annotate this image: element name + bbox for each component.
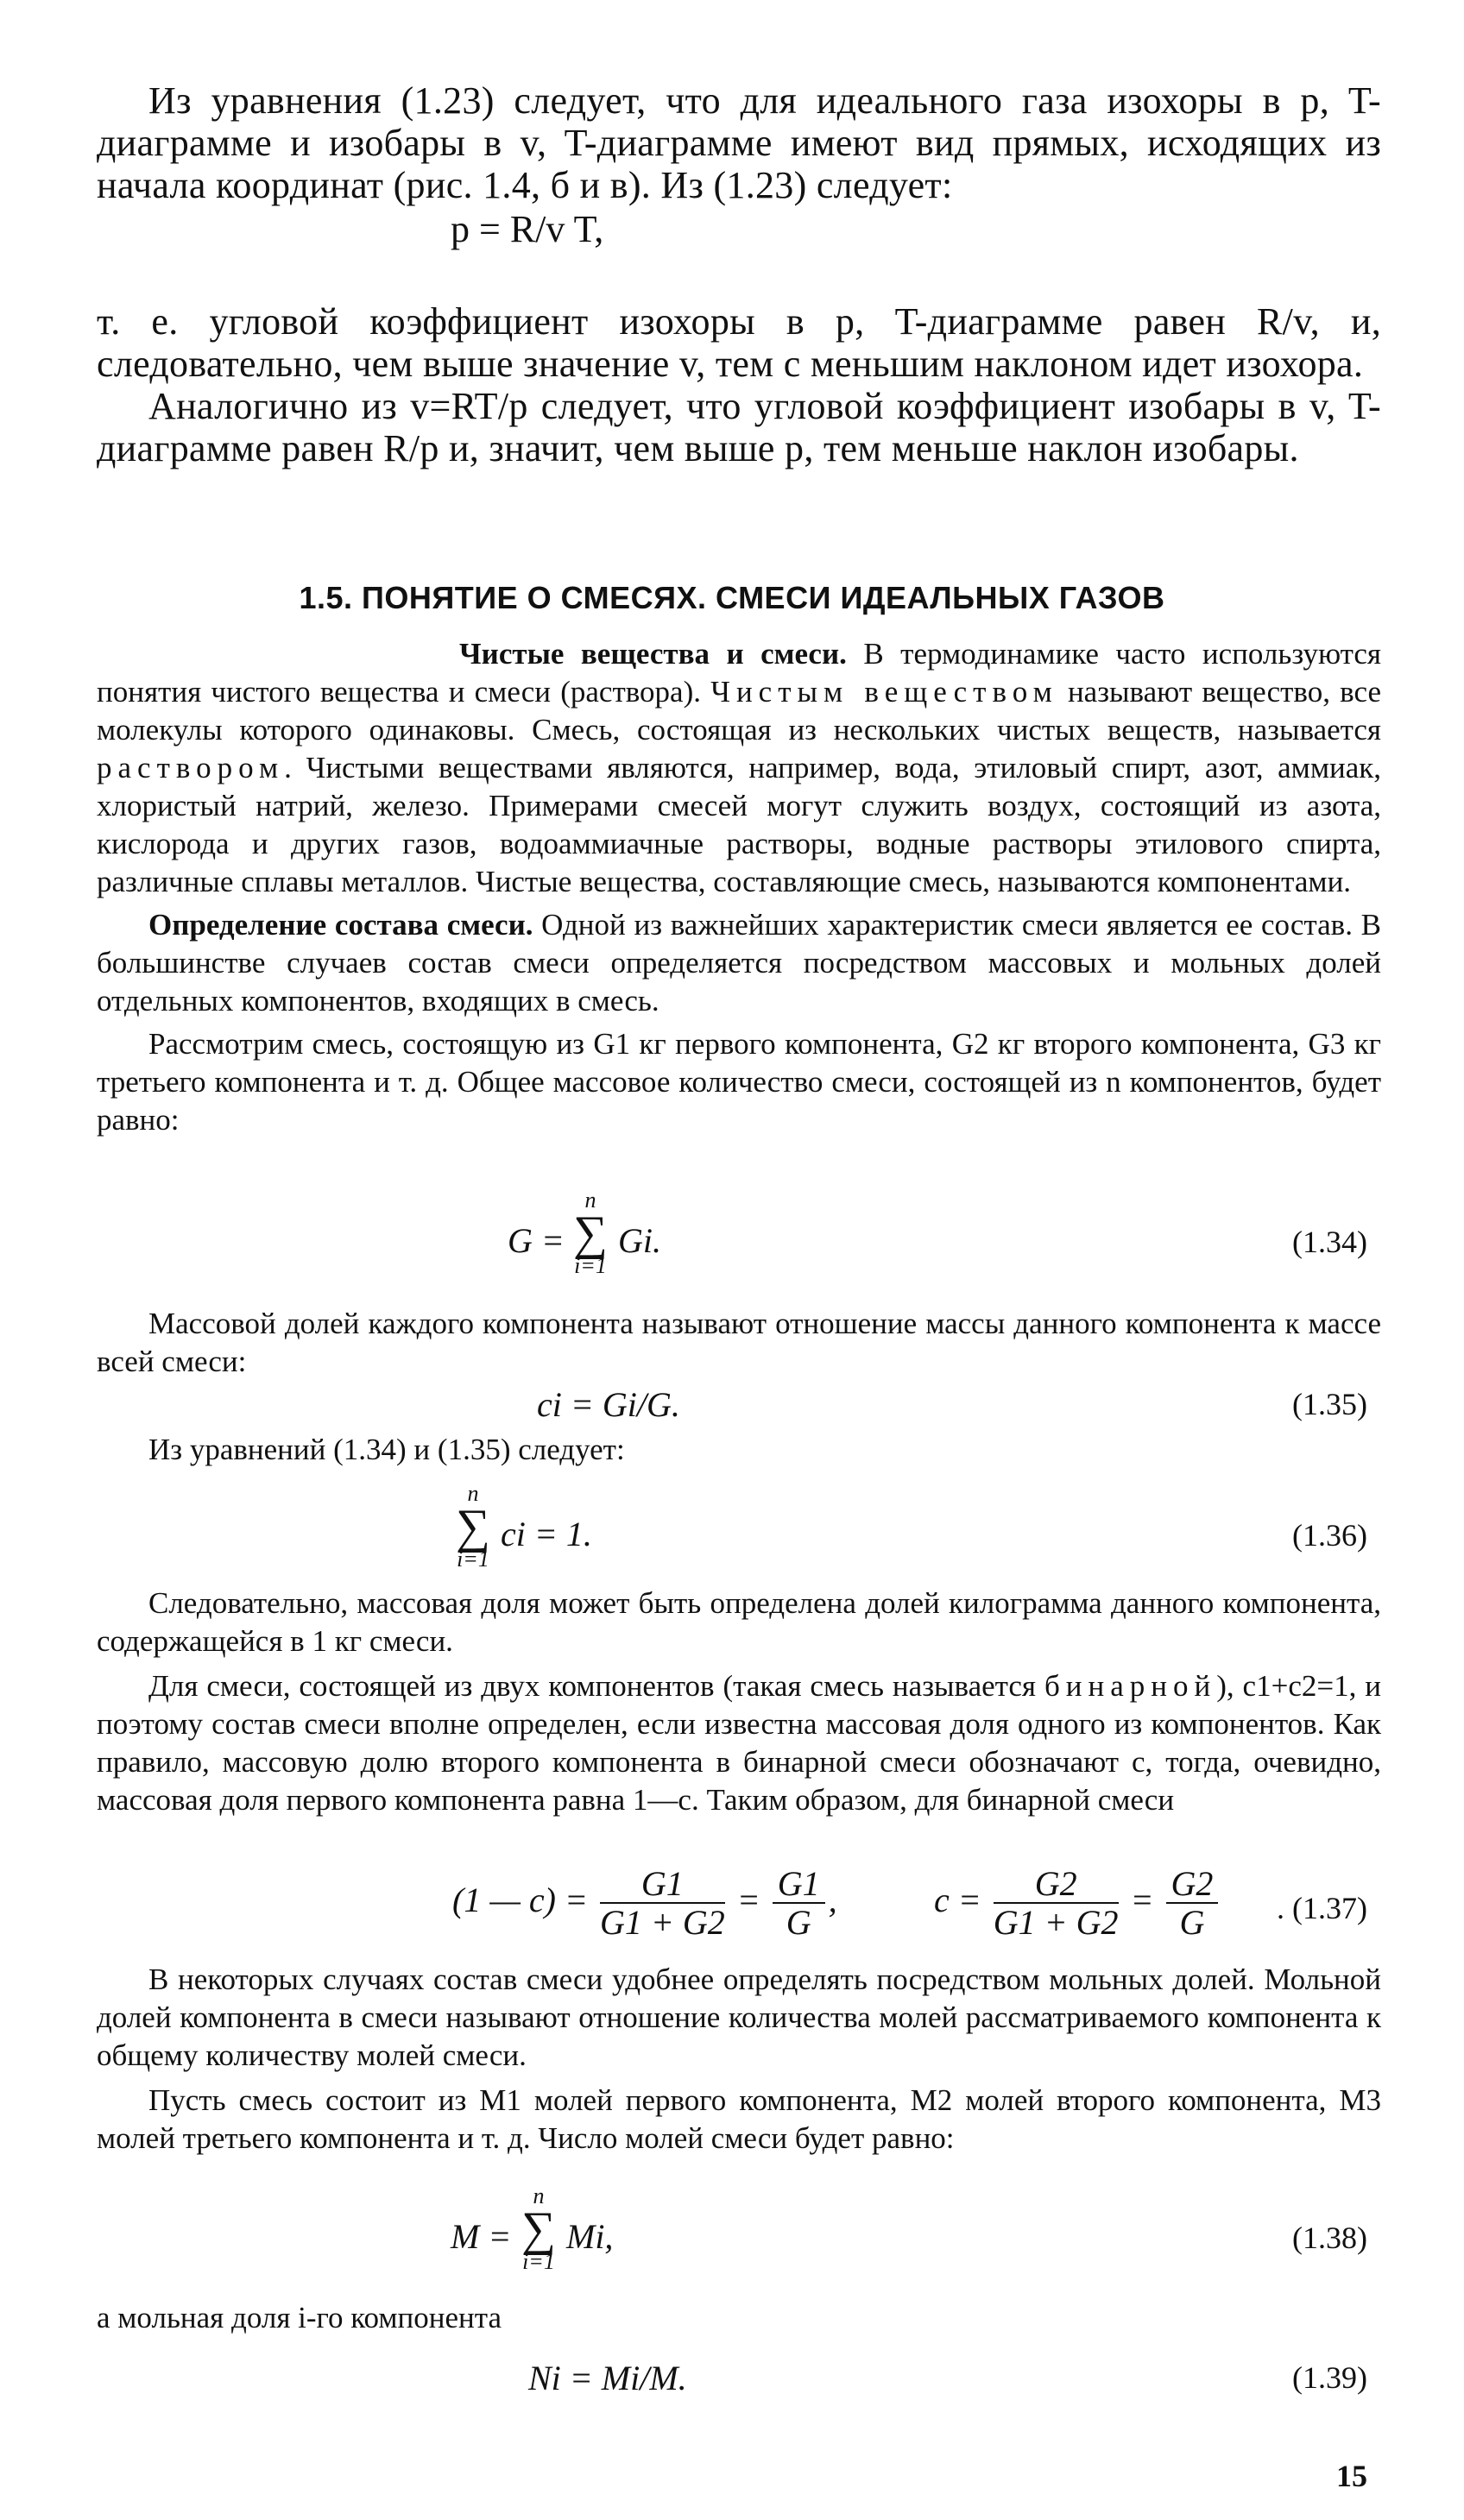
body-text-4	[97, 1584, 1381, 1819]
page-number: 15	[1336, 2459, 1367, 2493]
eq-number-1-37: . (1.37)	[1277, 1891, 1367, 1925]
paragraph-pure-substances	[97, 635, 1381, 901]
paragraph-composition	[97, 906, 1381, 1020]
fraction	[1166, 1866, 1219, 1942]
text-fragment: называют вещество, все молекулы которого одинаковы. Смесь, состоящая из нескольких чистых веществ, называется	[97, 675, 1381, 747]
paragraph-binary-mixture	[97, 1667, 1381, 1819]
numerator: G1	[773, 1866, 825, 1904]
text-fragment: В термодинамике часто используются понятия чистого вещества и смеси (раствора).	[97, 637, 1381, 709]
top-text-2	[97, 300, 1381, 469]
equation-p-expression: p = R/v T,	[451, 208, 604, 250]
sum-lower-limit: i=1	[574, 1253, 607, 1278]
sum-lower-limit: i=1	[457, 1547, 489, 1572]
eq-number-1-34: (1.34)	[1292, 1225, 1367, 1259]
paragraph-molar-fraction: В некоторых случаях состав смеси удобнее определять посредством мольных долей. Мольной долей компонента в смеси называют отношение количества молей рассматриваемого компонента к общему количеству молей смеси.	[97, 1962, 1381, 2072]
sum-sign: n ∑ i=1	[456, 1481, 490, 1572]
fraction	[994, 1866, 1119, 1942]
numerator: G2	[994, 1866, 1119, 1904]
denominator: G1 + G2	[599, 1903, 725, 1942]
eq-1-34-lhs: G =	[508, 1221, 565, 1260]
eq-1-35-expression: ci = Gi/G.	[537, 1385, 680, 1424]
body-text-3	[97, 1431, 1381, 1469]
body-text-6	[97, 2299, 1381, 2337]
text-fragment: Для смеси, состоящей из двух компонентов (такая смесь называется	[148, 1669, 1044, 1703]
text-fragment: ), c1+c2=1, и поэтому состав смеси вполне определен, если известна массовая доля одного из компонентов. Как правило, массовую долю второго компонента в бинарной смеси обозначают c, тогда, очевидно, массовая доля первого компонента равна 1—c. Таким образом, для бинарной смеси	[97, 1669, 1381, 1817]
numerator: G2	[1166, 1866, 1219, 1904]
equation-1-38	[0, 2185, 1464, 2289]
eq-number-1-39: (1.39)	[1292, 2360, 1367, 2395]
eq-number-1-38: (1.38)	[1292, 2221, 1367, 2255]
text-fragment: . Чистыми веществами являются, например, вода, этиловый спирт, азот, аммиак, хлористый натрий, железо. Примерами смесей могут служить воздух, состоящий из азота, кислорода и других газов, водоаммиачные растворы, водные растворы этилового спирта, различные сплавы металлов. Чистые вещества, составляющие смесь, называются компонентами.	[97, 751, 1381, 898]
term-binary: бинарной	[1044, 1669, 1217, 1703]
paragraph-slope-isochore: т. е. угловой коэффициент изохоры в p, T-диаграмме равен R/v, и, следовательно, чем выше значение v, тем с меньшим наклоном идет изохора.	[97, 300, 1381, 385]
paragraph-consequently: Следовательно, массовая доля может быть определена долей килограмма данного компонента, содержащейся в 1 кг смеси.	[97, 1586, 1381, 1658]
section-heading: 1.5. ПОНЯТИЕ О СМЕСЯХ. СМЕСИ ИДЕАЛЬНЫХ ГАЗОВ	[299, 580, 1165, 615]
eq-1-34-rhs: Gi.	[618, 1221, 661, 1260]
sum-lower-limit: i=1	[522, 2249, 555, 2274]
denominator: G	[786, 1903, 811, 1942]
equals-sign: =	[1130, 1881, 1154, 1920]
eq-number-1-36: (1.36)	[1292, 1518, 1367, 1553]
paragraph-isochores: Из уравнения (1.23) следует, что для идеального газа изохоры в p, T-диаграмме и изобары в v, T-диаграмме имеют вид прямых, исходящих из начала координат (рис. 1.4, б и в). Из (1.23) следует:	[97, 79, 1381, 206]
sum-sign: n ∑ i=1	[573, 1188, 608, 1278]
body-text-1	[97, 635, 1381, 1139]
denominator: G	[1179, 1903, 1205, 1942]
fraction	[600, 1866, 725, 1942]
body-text-2	[97, 1305, 1381, 1381]
subheading-composition: Определение состава смеси.	[148, 908, 533, 942]
equation-1-37	[0, 1866, 1464, 1952]
eq-1-37-right	[934, 1866, 1221, 1942]
paragraph-slope-isobar: Аналогично из v=RT/p следует, что угловой коэффициент изобары в v, T-диаграмме равен R/p и, значит, чем выше p, тем меньше наклон изобары.	[97, 385, 1381, 469]
sum-upper-limit: n	[584, 1188, 596, 1213]
eq-1-36-rhs: ci = 1.	[501, 1515, 592, 1553]
paragraph-consider-mixture: Рассмотрим смесь, состоящую из G1 кг первого компонента, G2 кг второго компонента, G3 кг третьего компонента и т. д. Общее массовое количество смеси, состоящей из n компонентов, будет равно:	[97, 1027, 1381, 1137]
paragraph-let-mixture: Пусть смесь состоит из M1 молей первого компонента, M2 молей второго компонента, M3 молей третьего компонента и т. д. Число молей смеси будет равно:	[97, 2083, 1381, 2155]
fraction	[773, 1866, 825, 1942]
text-fragment: Одной из важнейших характеристик смеси является ее состав. В большинстве случаев состав смеси определяется посредством массовых и мольных долей отдельных компонентов, входящих в смесь.	[97, 908, 1381, 1017]
eq-number-1-35: (1.35)	[1292, 1387, 1367, 1421]
eq-1-37-lhs2: c =	[934, 1881, 981, 1920]
equals-sign: =	[736, 1881, 760, 1920]
eq-1-37-left: (1 — c) = $\frac{G1}{G1 + G2}$ = $\frac{G1}{G}$ ,	[452, 1864, 837, 1942]
eq-1-38-lhs: M =	[451, 2217, 512, 2256]
subheading-pure-substances: Чистые вещества и смеси.	[459, 637, 847, 671]
term-solution: раствором	[97, 751, 285, 784]
term-pure-substance: Чистым веществом	[710, 675, 1058, 709]
sum-upper-limit: n	[533, 2183, 545, 2208]
sum-upper-limit: n	[467, 1481, 479, 1506]
equation-1-36	[0, 1483, 1464, 1586]
eq-1-37-lhs1: (1 — c) =	[452, 1881, 588, 1920]
paragraph-mass-fraction: Массовой долей каждого компонента называют отношение массы данного компонента к массе всей смеси:	[97, 1307, 1381, 1378]
eq-1-38-rhs: Mi,	[566, 2217, 614, 2256]
paragraph-from-equations: Из уравнений (1.34) и (1.35) следует:	[148, 1433, 625, 1466]
eq-1-39-expression: Ni = Mi/M.	[528, 2359, 687, 2397]
body-text-5	[97, 1961, 1381, 2158]
equation-1-34	[0, 1189, 1464, 1293]
top-text	[97, 79, 1381, 206]
paragraph-molar-fraction-i: а мольная доля i-го компонента	[97, 2301, 502, 2334]
sum-sign: n ∑ i=1	[521, 2183, 556, 2274]
denominator: G1 + G2	[993, 1903, 1119, 1942]
numerator: G1	[600, 1866, 725, 1904]
